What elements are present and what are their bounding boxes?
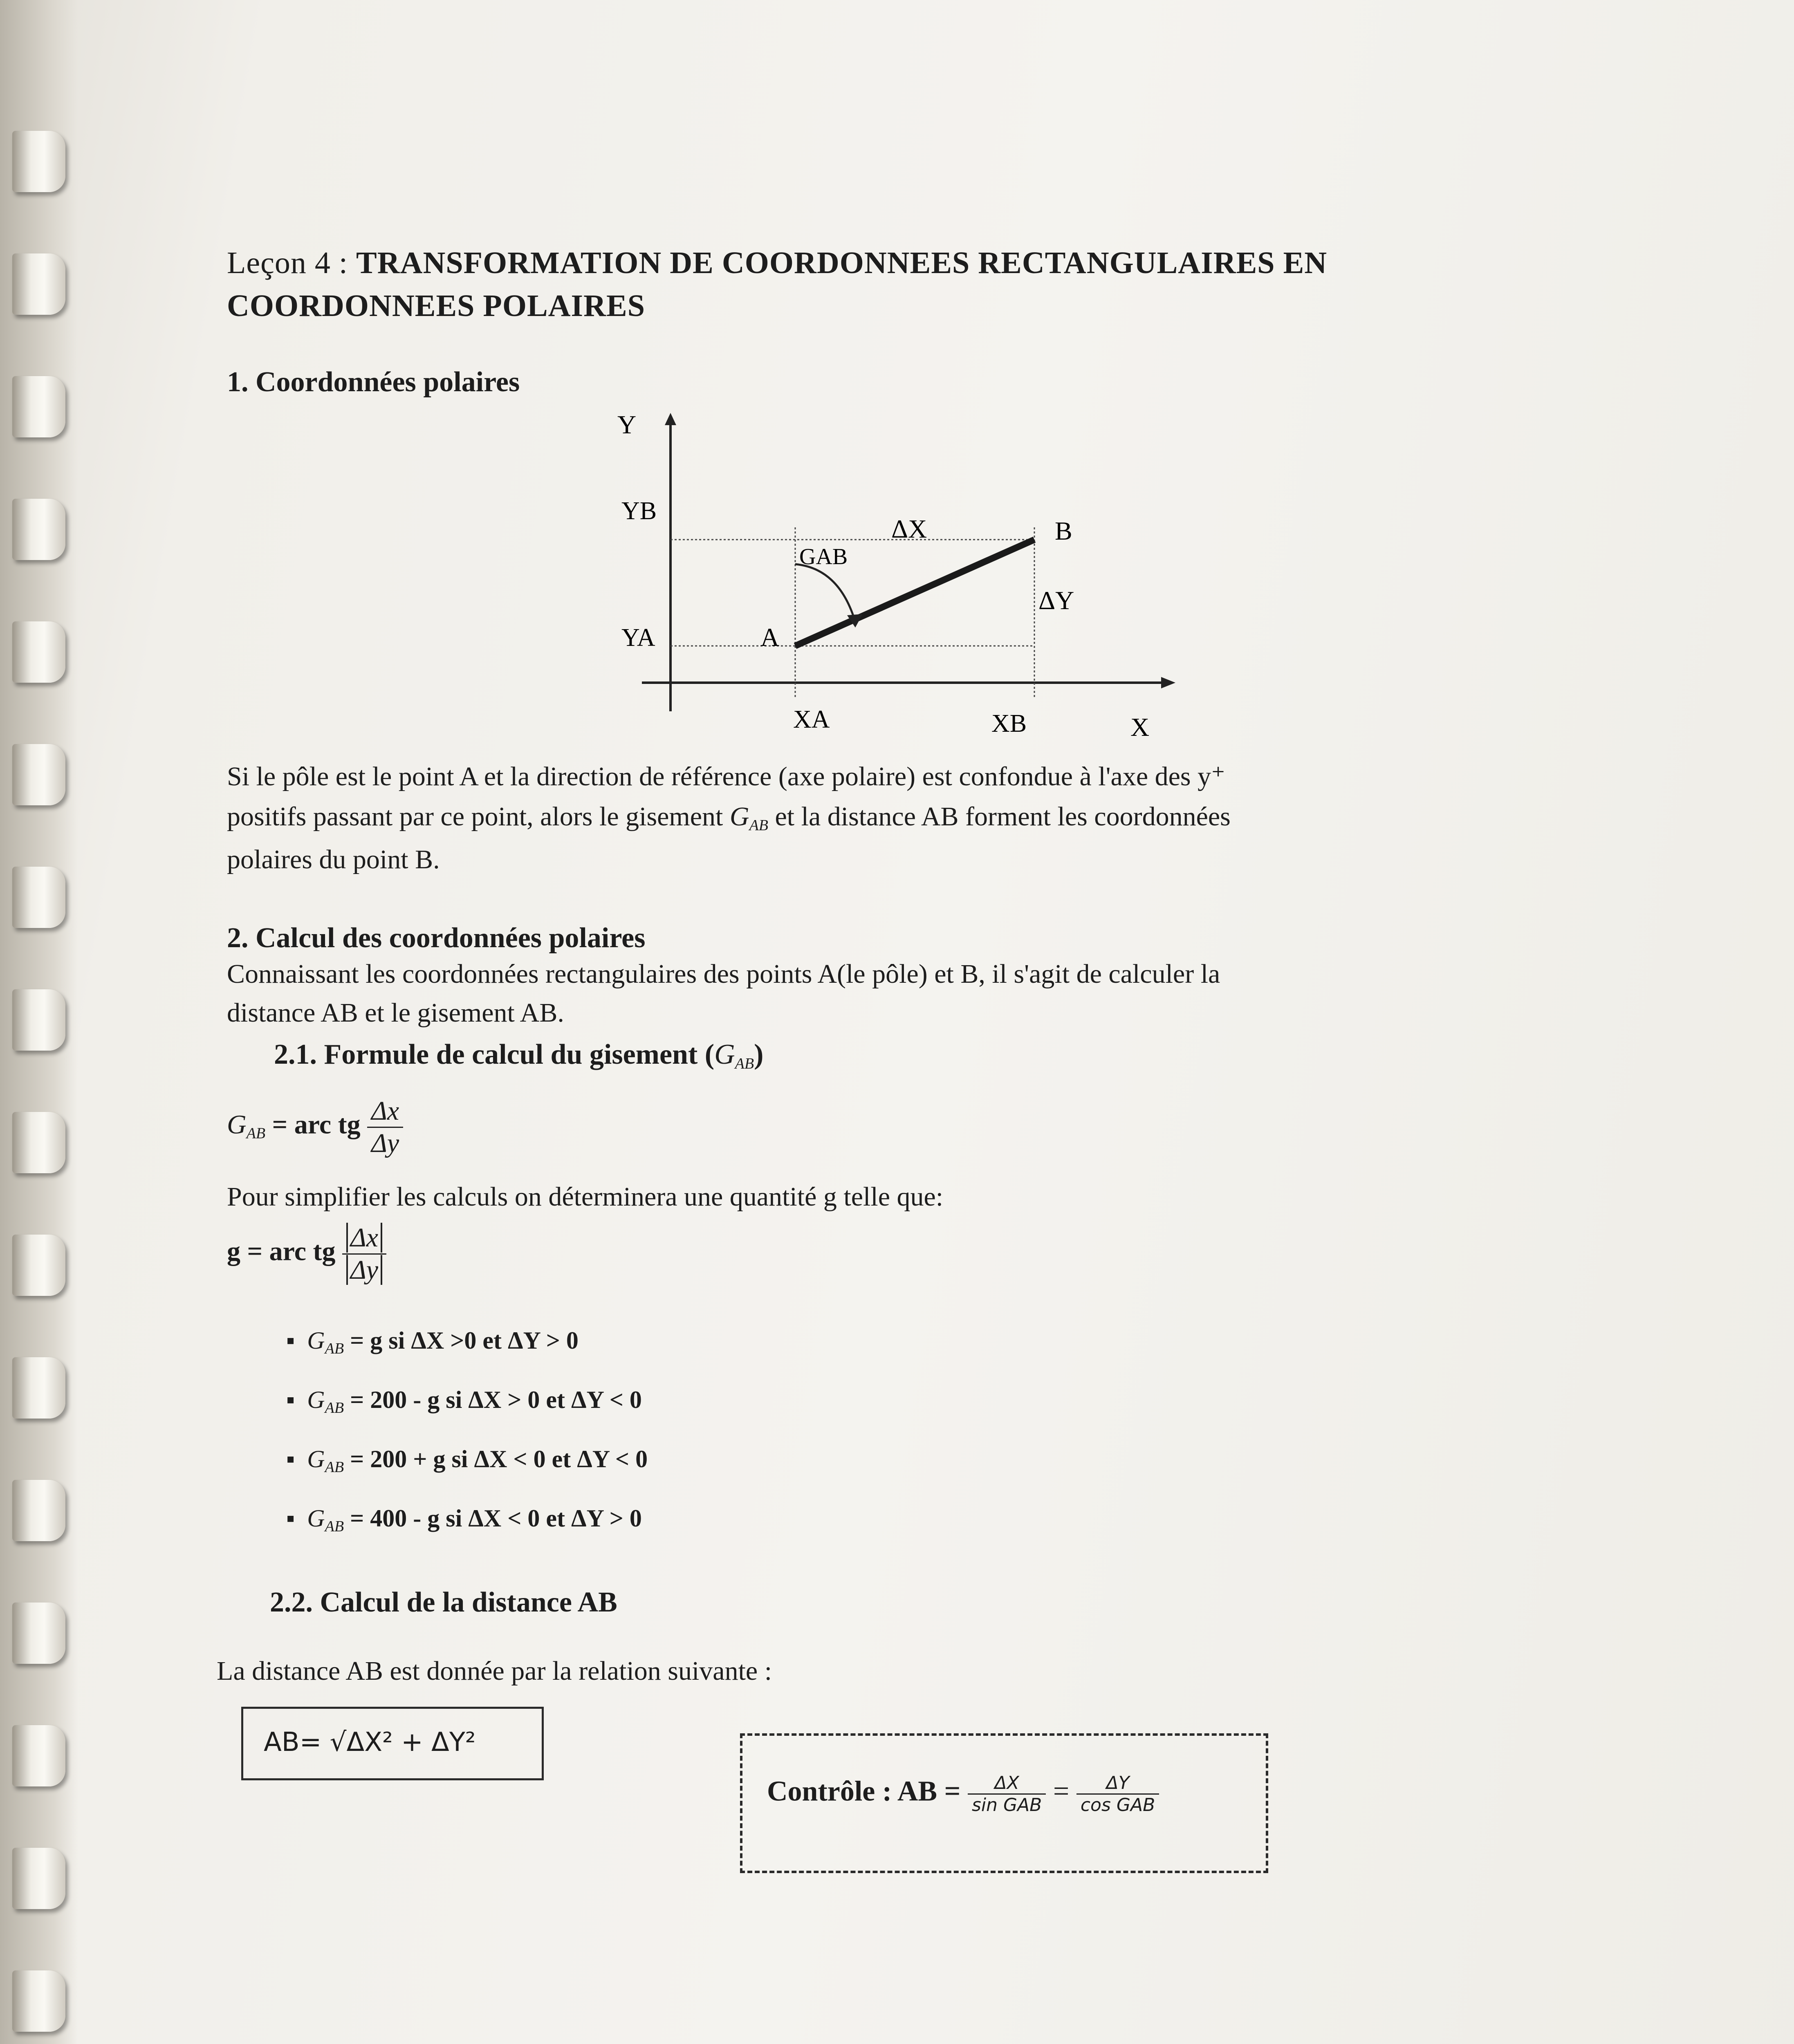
subsection-2-1-heading: 2.1. Formule de calcul du gisement $(G_{AB})$: [274, 1039, 764, 1072]
delta-y-label: ΔY: [1038, 586, 1074, 615]
lesson-prefix: Leçon 4 :: [227, 246, 357, 280]
subsection-2-2-heading: 2.2. Calcul de la distance AB: [270, 1587, 617, 1618]
xb-label: XB: [991, 710, 1027, 737]
rule-3: ▪ $G_{AB} = 200 + g$ si ΔX < 0 et ΔY < 0: [286, 1446, 648, 1476]
g-formula: g = arc tg $\frac{\Delta x}{\Delta y}$: [227, 1222, 386, 1286]
x-axis-arrow: [1161, 677, 1175, 688]
rule-4: ▪ $G_{AB} = 400 - g$ si ΔX < 0 et ΔY > 0: [286, 1505, 642, 1535]
rule-2: ▪ $G_{AB} = 200 - g$ si ΔX > 0 et ΔY < 0: [286, 1386, 642, 1416]
control-fraction-1: $\frac{\Delta X}{\text{sin GAB}}$: [968, 1773, 1046, 1815]
section1-para-line3: polaires du point B.: [227, 845, 440, 874]
binding-ring: [12, 253, 65, 315]
binding-ring: [12, 499, 65, 560]
y-axis-arrow: [665, 413, 676, 425]
x-axis-label: X: [1130, 713, 1150, 742]
gab-label: GAB: [799, 544, 848, 569]
binding-ring: [12, 744, 65, 805]
distance-text: La distance AB est donnée par la relation suivante :: [217, 1656, 772, 1686]
distance-formula-box: [241, 1707, 544, 1780]
lesson-title-line1: TRANSFORMATION DE COORDONNEES RECTANGULAIRES EN: [356, 246, 1328, 280]
xa-label: XA: [793, 706, 830, 733]
binding-ring: [12, 1235, 65, 1296]
lesson-title-line2: COORDONNEES POLAIRES: [227, 289, 645, 323]
binding-ring: [12, 989, 65, 1051]
section2-heading: 2. Calcul des coordonnées polaires: [227, 922, 646, 954]
section1-para-line2: positifs passant par ce point, alors le gisement $G_{AB}$ et la distance AB forment les coordonnées: [227, 802, 1231, 834]
control-formula: Contrôle : AB = $\frac{\Delta X}{\text{sin GAB}}$ = $\frac{\Delta Y}{\text{cos GAB}}$: [767, 1773, 1159, 1815]
yb-label: YB: [621, 497, 657, 525]
gisement-arc: [795, 564, 854, 619]
binding-ring: [12, 867, 65, 928]
binding-ring: [12, 1480, 65, 1541]
binding-ring: [12, 1848, 65, 1909]
y-axis-label: Y: [617, 410, 637, 439]
gisement-symbol: G: [729, 802, 749, 831]
control-fraction-2: $\frac{\Delta Y}{\text{cos GAB}}$: [1076, 1773, 1159, 1815]
binding-ring: [12, 1602, 65, 1664]
section2-intro-line1: Connaissant les coordonnées rectangulaires des points A(le pôle) et B, il s'agit de calculer la: [227, 959, 1220, 989]
binding-ring: [12, 1725, 65, 1786]
section1-heading: 1. Coordonnées polaires: [227, 366, 520, 398]
binding-ring: [12, 1357, 65, 1419]
section1-para-line1: Si le pôle est le point A et la direction de référence (axe polaire) est confondue à l'axe des y⁺: [227, 762, 1225, 791]
delta-x-label: ΔX: [891, 514, 927, 543]
ya-label: YA: [621, 624, 655, 652]
polar-coordinates-diagram: [593, 405, 1198, 748]
simplify-text: Pour simplifier les calculs on déterminera une quantité g telle que:: [227, 1182, 944, 1212]
binding-ring: [12, 376, 65, 437]
control-formula-box: [740, 1733, 1268, 1873]
point-b-label: B: [1055, 516, 1072, 545]
lesson-title: [227, 245, 1327, 281]
abs-delta-fraction: $\frac{\Delta x}{\Delta y}$: [342, 1222, 386, 1286]
binding-ring: [12, 621, 65, 683]
point-a-label: A: [760, 623, 780, 652]
delta-fraction: $\frac{\Delta x}{\Delta y}$: [367, 1096, 403, 1159]
binding-ring: [12, 1112, 65, 1173]
binding-ring: [12, 1970, 65, 2032]
binding-ring: [12, 131, 65, 192]
distance-formula: AB= √ΔX² + ΔY²: [264, 1727, 476, 1757]
rule-1: ▪ $G_{AB} = g$ si ΔX >0 et ΔY > 0: [286, 1327, 579, 1357]
gisement-formula: $G_{AB}$ = arc tg $\frac{\Delta x}{\Delta y}$: [227, 1096, 403, 1159]
section2-intro-line2: distance AB et le gisement AB.: [227, 998, 564, 1028]
